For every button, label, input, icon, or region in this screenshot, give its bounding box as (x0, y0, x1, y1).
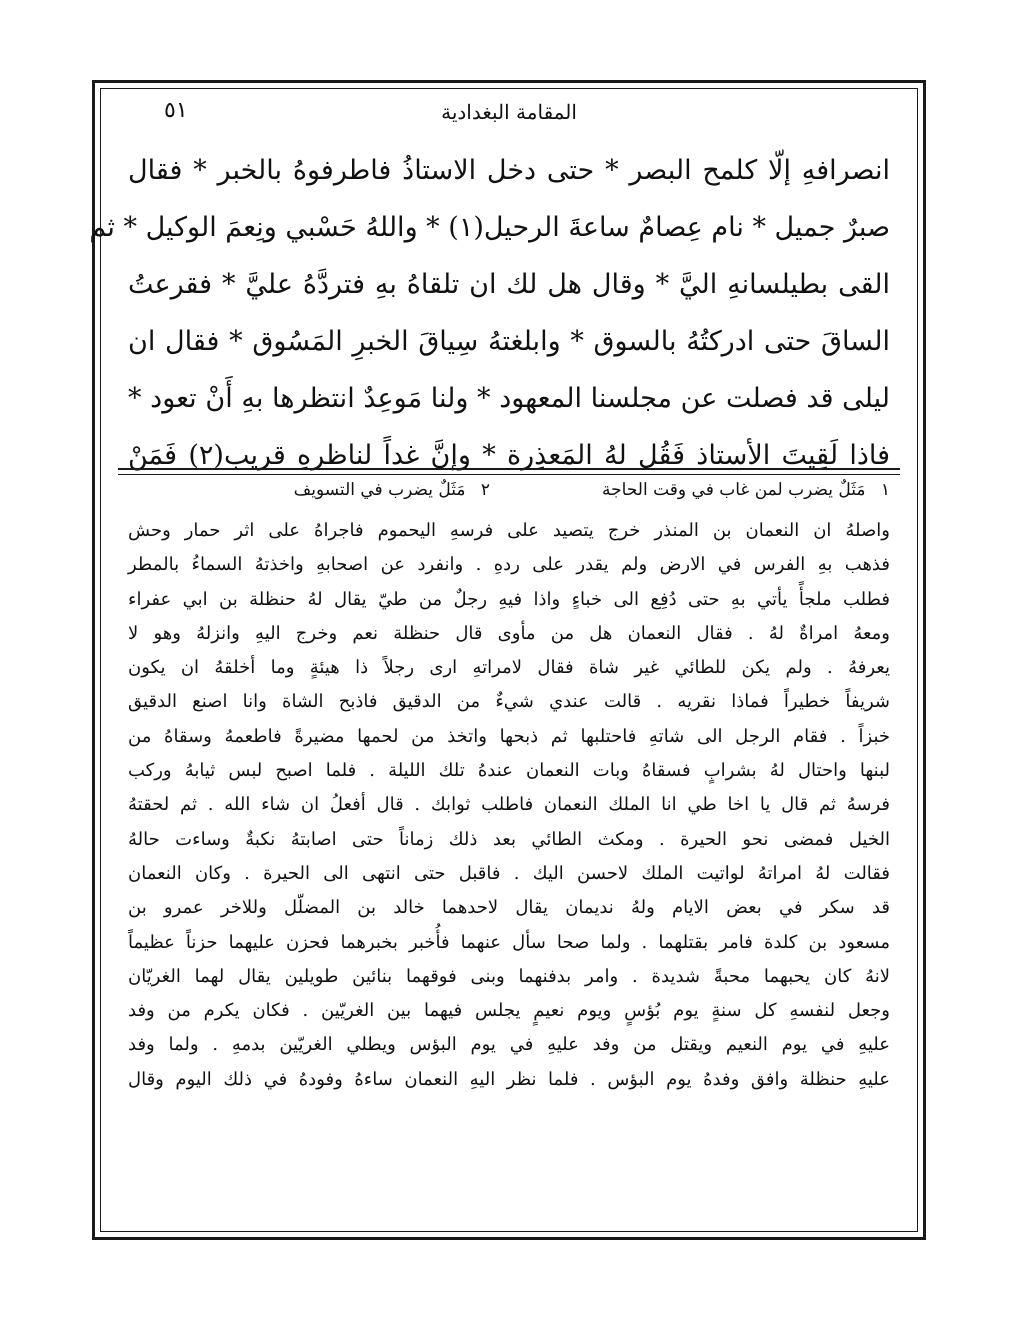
footnote-line: الخيل فمضى نحو الحيرة . ومكث الطائي بعد ذلك زماناً حتى اصابتهُ نكبةٌ وساءت حالهُ (128, 828, 890, 850)
footnote-divider (118, 468, 900, 470)
footnote-number: ١ (880, 480, 890, 500)
footnote-line: فقالت لهُ امراتهُ لواتيت الملك لاحسن اليك . فاقبل حتى انتهى الى الحيرة . وكان النعمان (128, 862, 890, 884)
footnote-number: ٢ (480, 480, 490, 500)
footnote-divider-thin (118, 474, 900, 475)
footnote-line: فرسهُ ثم قال يا اخا طي انا الملك النعمان فاطلب ثوابك . قال أفعلُ ان شاء الله . ثم لحقتهُ (128, 794, 890, 816)
footnote-line: ومعهُ امراةٌ لهُ . فقال النعمان هل من مأوى قال حنظلة نعم وخرج اليهِ وانزلهُ وهو لا (128, 622, 890, 644)
page-number: ٥١ (164, 98, 188, 123)
footnote-line: قد سكر في بعض الايام ولهُ نديمان يقال لاحدهما خالد بن المضلّل وللاخر عمرو بن (128, 897, 890, 919)
footnote-line: عليهِ في يوم النعيم ويقتل من وفد عليهِ في يوم البؤس ويطلي الغريّين بدمهِ . ولما وفد (128, 1034, 890, 1056)
text-line: القى بطيلسانهِ اليَّ * وقال هل لك ان تلقاهُ بهِ فتردَّهُ عليَّ * فقرعتُ (128, 269, 890, 300)
book-page (89, 92, 914, 1228)
text-line: الساقَ حتى ادركتُهُ بالسوق * وابلغتهُ سِياقَ الخبرِ المَسُوق * فقال ان (128, 326, 890, 357)
running-header (104, 92, 914, 136)
footnote-text (128, 514, 890, 1097)
footnote-headings (128, 480, 890, 510)
text-line: انصرافهِ إلّا كلمح البصر * حتى دخل الاستاذُ فاطرفوهُ بالخبر * فقال (128, 155, 890, 186)
footnote-heading (602, 480, 890, 500)
footnote-line: فذهب بهِ الفرس في الارض ولم يقدر على ردهِ . وانفرد عن اصحابهِ واخذتهُ السماءُ بالمطر (128, 554, 890, 576)
footnote-heading (294, 480, 490, 500)
footnote-line: واصلهُ ان النعمان بن المنذر خرج يتصيد على فرسهِ اليحموم فاجراهُ على اثر حمار وحش (128, 520, 890, 541)
running-title: المقامة البغدادية (441, 100, 577, 124)
footnote-title: مَثَلٌ يضرب لمن غاب في وقت الحاجة (602, 480, 866, 500)
footnote-line: مسعود بن كلدة فامر بقتلهما . ولما صحا سأل عنهما فأُخبر بخبرهما فحزن عليهما حزناً عظيماً (128, 931, 890, 953)
text-line: صبرٌ جميل * نام عِصامٌ ساعةَ الرحيل(١) * واللهُ حَسْبي ونِعمَ الوكيل * ثم (89, 212, 890, 243)
footnote-line: عليهِ حنظلة وافق وفدهُ يوم البؤس . فلما نظر اليهِ النعمان ساءهُ وفودهُ في ذلك اليوم وقال (128, 1068, 890, 1090)
text-line: فاذا لَقِيتَ الأستاذ فَقُل لهُ المَعذِرة * وإنَّ غداً لناظرهِ قريب(٢) فَمَنْ (128, 440, 890, 471)
footnote-line: خبزاً . فقام الرجل الى شاتهِ فاحتلبها ثم ذبحها واتخذ من لحمها مضيرةً فاطعمهُ وسقاهُ من (128, 725, 890, 747)
footnote-line: فطلب ملجأً يأتي بهِ حتى دُفِع الى خباءٍ واذا فيهِ رجلٌ من طيّ يقال لهُ حنظلة بن ابي عفراء (128, 588, 890, 610)
footnote-line: لبنها واحتال لهُ بشرابٍ فسقاهُ وبات النعمان عندهُ تلك الليلة . فلما اصبح لبس ثيابهُ وركب (128, 760, 890, 782)
text-line: ليلى قد فصلت عن مجلسنا المعهود * ولنا مَوعِدٌ انتظرها بهِ أَنْ تعود * (128, 383, 890, 414)
footnote-line: لانهُ كان يحبهما محبةً شديدة . وامر بدفنهما وبنى فوقهما بنائين طويلين يقال لهما الغريّان (128, 965, 890, 987)
footnote-line: وجعل لنفسهِ كل سنةٍ يوم بُؤسٍ ويوم نعيمٍ يجلس فيهما بين الغريّين . فكان يكرم من وفد (128, 1000, 890, 1022)
footnote-title: مَثَلٌ يضرب في التسويف (293, 480, 466, 500)
footnote-line: شريفاً خطيراً فماذا نقريه . قالت عندي شيءٌ من الدقيق فاذبح الشاة وانا اصنع الدقيق (128, 691, 890, 713)
footnote-line: يعرفهُ . ولم يكن للطائي غير شاة فقال لامراتهِ ارى رجلاً ذا هيئةٍ وما أخلقهُ ان يكون (128, 657, 890, 679)
